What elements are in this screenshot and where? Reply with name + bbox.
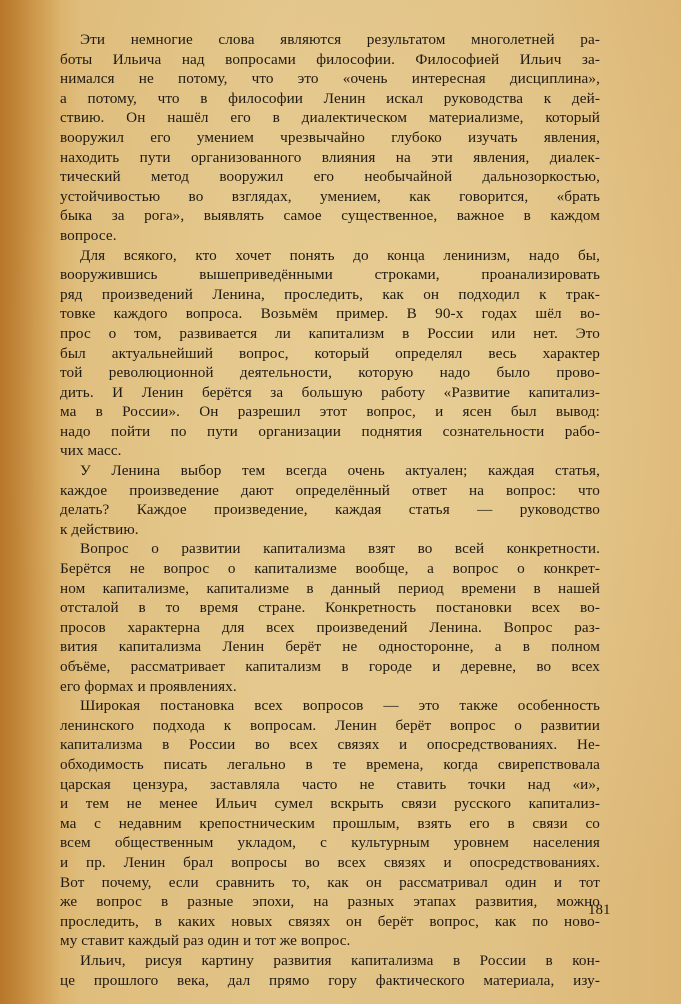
- text-line: отсталой в то время стране. Конкретность постановки всех во-: [60, 599, 600, 617]
- text-line: дить. И Ленин берётся за большую работу «Развитие капитализ-: [60, 383, 600, 401]
- text-line: объёме, рассматривает капитализм в городе и деревне, во всех: [60, 658, 600, 675]
- paragraph: [60, 539, 600, 696]
- text-line: Вот почему, если сравнить то, как он рассматривал один и тот: [60, 873, 600, 891]
- page-number: 181: [588, 902, 611, 918]
- text-line: це прошлого века, дал прямо гору фактического материала, изу-: [60, 971, 600, 989]
- text-line: му ставит каждый раз один и тот же вопрос.: [60, 932, 351, 950]
- paragraph: [60, 951, 600, 990]
- text-line: проследить, в каких новых связях он берёт вопрос, как по ново-: [60, 912, 600, 930]
- text-line: вооружившись вышеприведёнными строками, проанализировать: [60, 266, 600, 284]
- text-line: нимался не потому, что это «очень интересная дисциплина»,: [60, 70, 600, 88]
- text-line: находить пути организованного влияния на эти явления, диалек-: [60, 148, 600, 166]
- text-line: царская цензура, заставляла часто не ставить точки над «и»,: [60, 775, 600, 793]
- text-line: и пр. Ленин брал вопросы во всех связях и опосредствованиях.: [60, 853, 600, 871]
- text-line: к действию.: [60, 520, 139, 538]
- text-line: его формах и проявлениях.: [60, 677, 237, 695]
- text-line: надо пойти по пути организации поднятия сознательности рабо-: [60, 422, 600, 440]
- text-line: просов характерна для всех произведений Ленина. Вопрос раз-: [60, 618, 600, 636]
- text-line: вопросе.: [60, 226, 117, 244]
- paragraph: [60, 30, 600, 246]
- text-line: ма с недавним крепостническим прошлым, взять его в связи со: [60, 814, 600, 832]
- text-line: был актуальнейший вопрос, который определял весь характер: [60, 344, 600, 362]
- text-line: ряд произведений Ленина, проследить, как он подходил к трак-: [60, 285, 600, 303]
- text-line: товке каждого вопроса. Возьмём пример. В 90-х годах шёл во-: [60, 305, 600, 323]
- text-line: Эти немногие слова являются результатом многолетней ра-: [80, 31, 600, 48]
- text-line: ствию. Он нашёл его в диалектическом материализме, который: [60, 109, 600, 127]
- text-line: вооружил его умением чрезвычайно глубоко изучать явления,: [60, 128, 600, 146]
- text-line: капитализма в России во всех связях и опосредствованиях. Не-: [60, 736, 600, 754]
- text-line: и тем не менее Ильич сумел вскрыть связи русского капитализ-: [60, 795, 600, 813]
- text-line: обходимость писать легально в те времена, когда свирепствовала: [60, 755, 600, 773]
- paragraph: [60, 461, 600, 539]
- text-line: Широкая постановка всех вопросов — это также особенность: [80, 697, 600, 715]
- paragraph: [60, 696, 600, 951]
- text-line: Берётся не вопрос о капитализме вообще, а вопрос о конкрет-: [60, 560, 600, 578]
- text-line: У Ленина выбор тем всегда очень актуален; каждая статья,: [80, 462, 600, 480]
- text-line: вития капитализма Ленин берёт не односторонне, а в полном: [60, 638, 600, 656]
- text-line: тический метод вооружил его необычайной дальнозоркостью,: [60, 168, 600, 186]
- text-line: ном капитализме, капитализме в данный период времени в нашей: [60, 579, 600, 597]
- text-line: Вопрос о развитии капитализма взят во всей конкретности.: [80, 540, 600, 558]
- text-line: прос о том, развивается ли капитализм в России или нет. Это: [60, 324, 600, 342]
- text-line: делать? Каждое произведение, каждая статья — руководство: [60, 501, 600, 519]
- text-line: Ильич, рисуя картину развития капитализма в России в кон-: [80, 951, 600, 969]
- text-line: устойчивостью во взглядах, умением, как говорится, «брать: [60, 187, 600, 205]
- text-line: ма в России». Он разрешил этот вопрос, и ясен был вывод:: [60, 403, 600, 421]
- page-edge-shadow: [0, 0, 60, 1004]
- body-text: [60, 30, 600, 990]
- text-line: боты Ильича над вопросами философии. Философией Ильич за-: [60, 50, 600, 68]
- text-line: той революционной деятельности, которую надо было прово-: [60, 364, 600, 382]
- text-line: всем общественным укладом, с культурным уровнем населения: [60, 834, 600, 852]
- text-line: а потому, что в философии Ленин искал руководства к дей-: [60, 89, 600, 107]
- text-line: же вопрос в разные эпохи, на разных этапах развития, можно: [60, 893, 600, 911]
- paragraph: [60, 246, 600, 462]
- text-line: чих масс.: [60, 442, 122, 460]
- text-line: Для всякого, кто хочет понять до конца ленинизм, надо бы,: [80, 246, 600, 264]
- text-line: каждое произведение дают определённый ответ на вопрос: что: [60, 481, 600, 499]
- text-line: ленинского подхода к вопросам. Ленин берёт вопрос о развитии: [60, 716, 600, 734]
- text-line: быка за рога», выявлять самое существенное, важное в каждом: [60, 207, 600, 225]
